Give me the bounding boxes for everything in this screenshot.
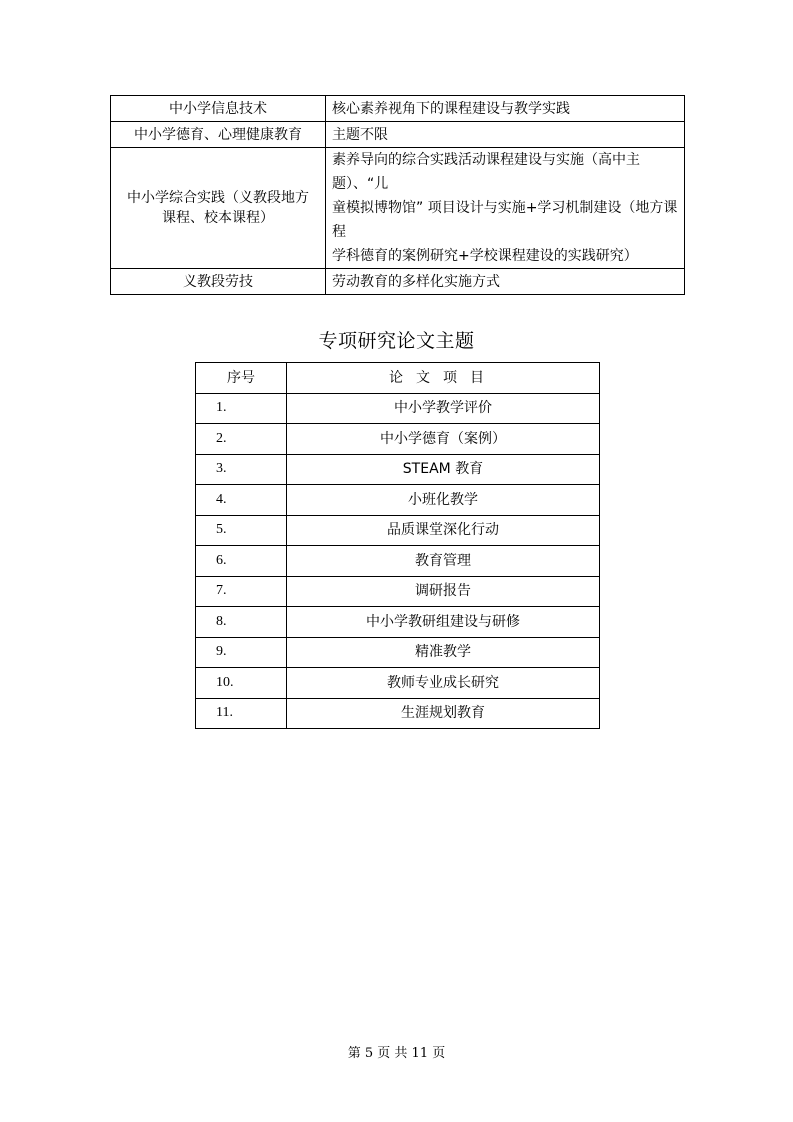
row-index: 11. <box>196 698 287 729</box>
row-index: 1. <box>196 393 287 424</box>
topic-cell <box>326 148 685 269</box>
table-row <box>196 607 600 638</box>
row-title: 中小学教学评价 <box>287 393 600 424</box>
topic-cell: 核心素养视角下的课程建设与教学实践 <box>326 96 685 122</box>
column-header-index: 序号 <box>196 363 287 394</box>
table-row <box>196 485 600 516</box>
row-title: 品质课堂深化行动 <box>287 515 600 546</box>
row-index: 6. <box>196 546 287 577</box>
row-title: 中小学教研组建设与研修 <box>287 607 600 638</box>
topic-cell: 主题不限 <box>326 122 685 148</box>
section-heading: 专项研究论文主题 <box>318 330 475 352</box>
topic-line: 学科德育的案例研究+学校课程建设的实践研究） <box>332 248 638 264</box>
subject-line: 课程、校本课程） <box>162 210 274 226</box>
table-row <box>196 698 600 729</box>
row-index: 8. <box>196 607 287 638</box>
topic-line: 童模拟博物馆” 项目设计与实施+学习机制建设（地方课程 <box>332 200 678 240</box>
row-index: 10. <box>196 668 287 699</box>
subject-cell: 中小学信息技术 <box>111 96 326 122</box>
row-index: 2. <box>196 424 287 455</box>
row-title: 中小学德育（案例） <box>287 424 600 455</box>
row-title: 小班化教学 <box>287 485 600 516</box>
table-row <box>196 424 600 455</box>
row-index: 5. <box>196 515 287 546</box>
table-row <box>196 546 600 577</box>
table-row <box>111 269 685 295</box>
topic-line: 素养导向的综合实践活动课程建设与实施（高中主题）、“儿 <box>332 152 640 192</box>
row-title: 调研报告 <box>287 576 600 607</box>
table-row <box>196 454 600 485</box>
row-title: 教师专业成长研究 <box>287 668 600 699</box>
table-row <box>196 637 600 668</box>
subject-cell: 中小学德育、心理健康教育 <box>111 122 326 148</box>
row-index: 9. <box>196 637 287 668</box>
table-row <box>111 122 685 148</box>
paper-topics-table <box>195 362 600 729</box>
page-number-footer: 第 5 页 共 11 页 <box>347 1046 446 1061</box>
table-row <box>196 393 600 424</box>
table-row <box>196 668 600 699</box>
table-row <box>196 576 600 607</box>
column-header-title: 论文项目 <box>287 363 600 394</box>
row-title: 精准教学 <box>287 637 600 668</box>
subject-line: 中小学综合实践（义教段地方 <box>127 190 309 206</box>
row-title: 教育管理 <box>287 546 600 577</box>
subject-cell <box>111 148 326 269</box>
row-title: STEAM 教育 <box>287 454 600 485</box>
table-row <box>196 515 600 546</box>
table-row <box>111 96 685 122</box>
subject-cell: 义教段劳技 <box>111 269 326 295</box>
row-title: 生涯规划教育 <box>287 698 600 729</box>
topic-cell: 劳动教育的多样化实施方式 <box>326 269 685 295</box>
table-row <box>111 148 685 269</box>
subject-topics-table <box>110 95 685 295</box>
table-header-row <box>196 363 600 394</box>
row-index: 7. <box>196 576 287 607</box>
row-index: 3. <box>196 454 287 485</box>
row-index: 4. <box>196 485 287 516</box>
